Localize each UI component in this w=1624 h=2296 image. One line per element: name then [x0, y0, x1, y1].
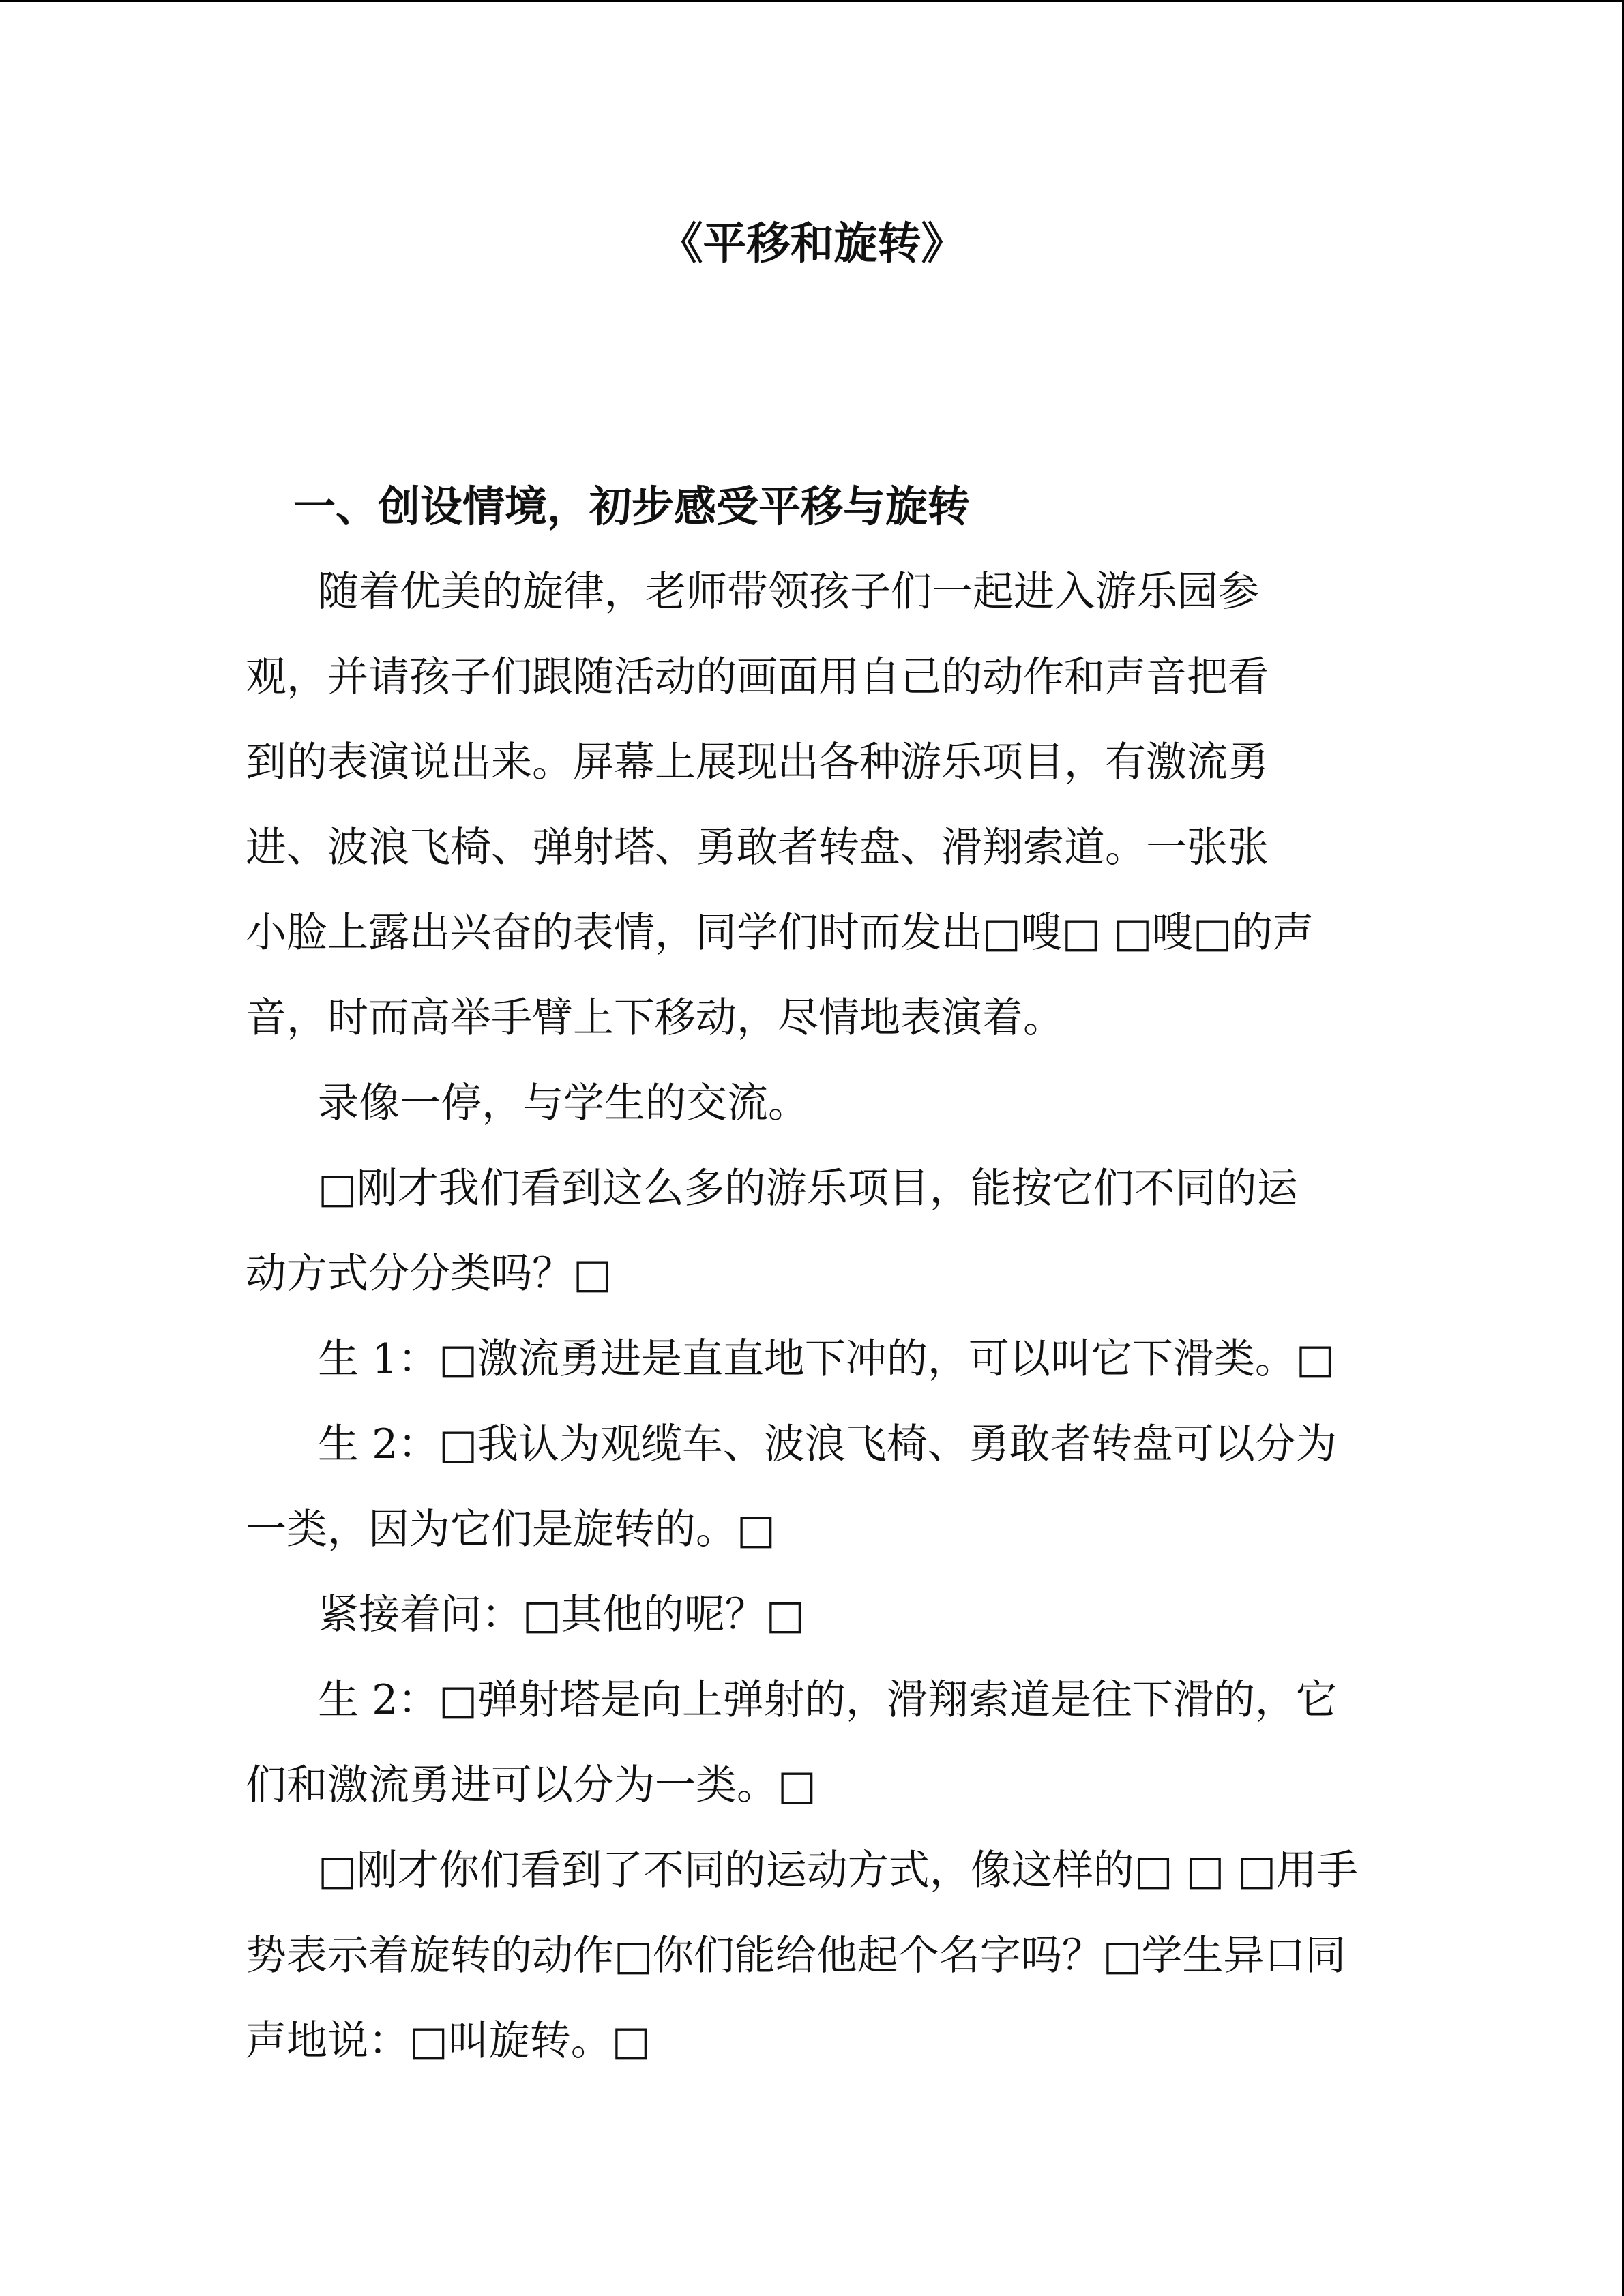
- paragraph-line: 观，并请孩子们跟随活动的画面用自己的动作和声音把看: [246, 653, 1269, 701]
- document-title: 《平移和旋转》: [659, 218, 965, 269]
- paragraph-line: 们和激流勇进可以分为一类。□: [246, 1761, 816, 1809]
- paragraph-line: 动方式分分类吗？□: [246, 1250, 612, 1298]
- paragraph-line: 随着优美的旋律，老师带领孩子们一起进入游乐园参: [318, 568, 1259, 616]
- paragraph-line: 生 2：□我认为观缆车、波浪飞椅、勇敢者转盘可以分为: [318, 1420, 1337, 1468]
- paragraph-line: 到的表演说出来。屏幕上展现出各种游乐项目，有激流勇: [246, 739, 1269, 786]
- paragraph-line: 音，时而高举手臂上下移动，尽情地表演着。: [246, 994, 1064, 1042]
- paragraph-line: □刚才我们看到这么多的游乐项目，能按它们不同的运: [318, 1165, 1298, 1212]
- paragraph-line: □刚才你们看到了不同的运动方式，像这样的□ □ □用手: [318, 1847, 1358, 1894]
- paragraph-line: 生 1：□激流勇进是直直地下冲的，可以叫它下滑类。□: [318, 1335, 1335, 1383]
- paragraph-line: 势表示着旋转的动作□你们能给他起个名字吗？□学生异口同: [246, 1932, 1346, 1980]
- paragraph-line: 进、波浪飞椅、弹射塔、勇敢者转盘、滑翔索道。一张张: [246, 824, 1269, 871]
- paragraph-line: 一类，因为它们是旋转的。□: [246, 1506, 776, 1553]
- paragraph-line: 紧接着问：□其他的呢？□: [318, 1591, 805, 1639]
- paragraph-line: 录像一停，与学生的交流。: [318, 1079, 809, 1127]
- paragraph-line: 小脸上露出兴奋的表情，同学们时而发出□嗖□ □嗖□的声: [246, 909, 1314, 957]
- paragraph-line: 声地说：□叫旋转。□: [246, 2017, 651, 2065]
- paragraph-line: 生 2：□弹射塔是向上弹射的，滑翔索道是往下滑的，它: [318, 1676, 1337, 1724]
- section-heading: 一、创设情境，初步感受平移与旋转: [293, 481, 971, 531]
